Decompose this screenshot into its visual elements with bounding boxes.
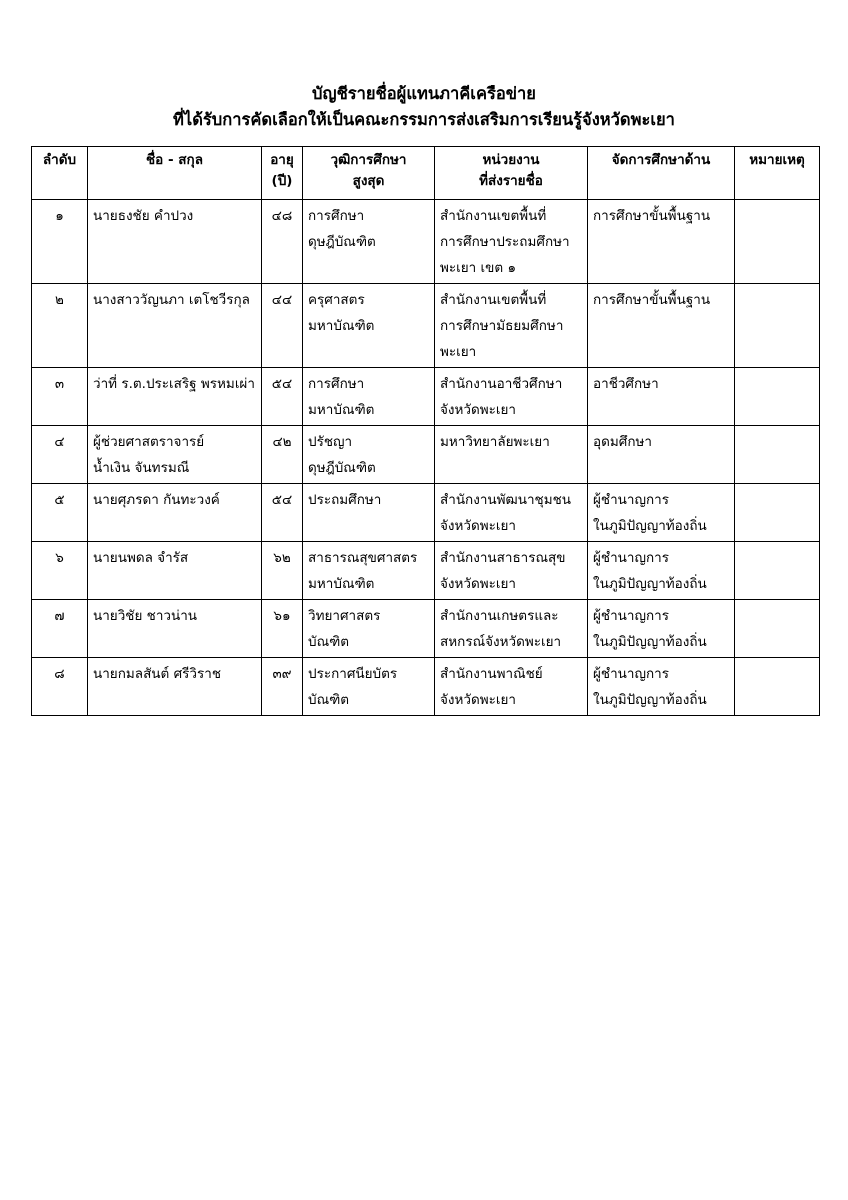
cell-name (88, 600, 262, 658)
cell-text-line: การศึกษา (308, 208, 365, 224)
table-row (32, 368, 820, 426)
cell-education-area (588, 542, 735, 600)
cell-education (303, 542, 435, 600)
cell-education (303, 484, 435, 542)
cell-name (88, 426, 262, 484)
cell-text-line: ผู้ชำนาญการ (593, 492, 669, 508)
cell-text-line: นายนพดล จำรัส (93, 550, 189, 566)
cell-education (303, 426, 435, 484)
cell-text-line: การศึกษาขั้นพื้นฐาน (593, 208, 711, 224)
cell-text-line: พะเยา เขต ๑ (440, 260, 517, 276)
cell-age: ๓๙ (262, 658, 303, 716)
header-education (303, 147, 435, 200)
cell-text-line: ในภูมิปัญญาท้องถิ่น (593, 692, 707, 708)
cell-order: ๕ (32, 484, 88, 542)
cell-text-line: ในภูมิปัญญาท้องถิ่น (593, 634, 707, 650)
cell-text-line: (ปี) (271, 173, 293, 189)
table-row (32, 600, 820, 658)
cell-text-line: การศึกษา (308, 376, 365, 392)
header-organization (435, 147, 588, 200)
cell-order: ๘ (32, 658, 88, 716)
cell-education-area (588, 658, 735, 716)
cell-education-area (588, 284, 735, 368)
table-row (32, 200, 820, 284)
cell-text-line: หน่วยงาน (482, 152, 540, 168)
cell-text-line: บัณฑิต (308, 692, 350, 708)
cell-name (88, 542, 262, 600)
cell-organization (435, 200, 588, 284)
cell-remark (735, 284, 820, 368)
cell-name (88, 284, 262, 368)
cell-text-line: สำนักงานอาชีวศึกษา (440, 376, 563, 392)
cell-text-line: สำนักงานเกษตรและ (440, 608, 559, 624)
cell-text-line: สหกรณ์จังหวัดพะเยา (440, 634, 562, 650)
cell-text-line: ในภูมิปัญญาท้องถิ่น (593, 518, 707, 534)
cell-age: ๔๒ (262, 426, 303, 484)
table-row (32, 426, 820, 484)
cell-remark (735, 426, 820, 484)
table-header-row (32, 147, 820, 200)
cell-text-line: อุดมศึกษา (593, 434, 652, 450)
cell-age: ๕๔ (262, 368, 303, 426)
cell-age: ๖๑ (262, 600, 303, 658)
cell-text-line: ดุษฎีบัณฑิต (308, 234, 376, 250)
cell-education (303, 200, 435, 284)
cell-text-line: มหาวิทยาลัยพะเยา (440, 434, 550, 450)
cell-text-line: สาธารณสุขศาสตร (308, 550, 418, 566)
cell-education-area (588, 600, 735, 658)
header-name (88, 147, 262, 200)
cell-text-line: ประถมศึกษา (308, 492, 382, 508)
cell-text-line: น้ำเงิน จันทรมณี (93, 460, 190, 476)
cell-text-line: วุฒิการศึกษา (330, 152, 407, 168)
cell-text-line: สูงสุด (352, 173, 385, 189)
cell-age: ๔๘ (262, 200, 303, 284)
cell-text-line: นายกมลสันต์ ศรีวิราช (93, 666, 221, 682)
cell-text-line: สำนักงานพาณิชย์ (440, 666, 543, 682)
cell-text-line: สำนักงานเขตพื้นที่ (440, 292, 547, 308)
cell-name (88, 368, 262, 426)
cell-organization (435, 284, 588, 368)
cell-text-line: จังหวัดพะเยา (440, 692, 517, 708)
cell-text-line: ประกาศนียบัตร (308, 666, 398, 682)
cell-education-area (588, 484, 735, 542)
cell-text-line: มหาบัณฑิต (308, 402, 375, 418)
cell-text-line: การศึกษามัธยมศึกษา (440, 318, 564, 334)
cell-remark (735, 484, 820, 542)
cell-text-line: มหาบัณฑิต (308, 318, 375, 334)
cell-text-line: อาชีวศึกษา (593, 376, 659, 392)
cell-name (88, 484, 262, 542)
cell-text-line: ปรัชญา (308, 434, 353, 450)
cell-age: ๔๔ (262, 284, 303, 368)
cell-text-line: ชื่อ - สกุล (146, 152, 203, 168)
cell-text-line: นายธงชัย คำปวง (93, 208, 194, 224)
cell-text-line: สำนักงานพัฒนาชุมชน (440, 492, 571, 508)
cell-education (303, 658, 435, 716)
table-row (32, 284, 820, 368)
cell-organization (435, 600, 588, 658)
cell-text-line: มหาบัณฑิต (308, 576, 375, 592)
cell-text-line: นางสาววัญนภา เตโชวีรกุล (93, 292, 250, 308)
cell-text-line: ในภูมิปัญญาท้องถิ่น (593, 576, 707, 592)
header-order (32, 147, 88, 200)
cell-text-line: นายวิชัย ชาวน่าน (93, 608, 198, 624)
table-row (32, 658, 820, 716)
cell-education (303, 600, 435, 658)
cell-text-line: ผู้ช่วยศาสตราจารย์ (93, 434, 205, 450)
cell-text-line: จังหวัดพะเยา (440, 402, 517, 418)
table-row (32, 542, 820, 600)
cell-text-line: หมายเหตุ (749, 152, 805, 168)
cell-order: ๗ (32, 600, 88, 658)
cell-organization (435, 426, 588, 484)
cell-organization (435, 542, 588, 600)
cell-remark (735, 600, 820, 658)
cell-text-line: ว่าที่ ร.ต.ประเสริฐ พรหมเผ่า (93, 376, 255, 392)
cell-text-line: ผู้ชำนาญการ (593, 666, 669, 682)
cell-remark (735, 658, 820, 716)
cell-text-line: จัดการศึกษาด้าน (611, 152, 711, 168)
cell-remark (735, 368, 820, 426)
header-age (262, 147, 303, 200)
cell-education-area (588, 200, 735, 284)
cell-remark (735, 542, 820, 600)
cell-text-line: ลำดับ (42, 152, 77, 168)
cell-order: ๒ (32, 284, 88, 368)
cell-text-line: จังหวัดพะเยา (440, 518, 517, 534)
cell-name (88, 200, 262, 284)
cell-text-line: จังหวัดพะเยา (440, 576, 517, 592)
table-row (32, 484, 820, 542)
cell-text-line: สำนักงานสาธารณสุข (440, 550, 566, 566)
document-subtitle: ที่ได้รับการคัดเลือกให้เป็นคณะกรรมการส่งเสริมการเรียนรู้จังหวัดพะเยา (173, 110, 675, 129)
cell-text-line: พะเยา (440, 344, 477, 360)
cell-education-area (588, 368, 735, 426)
cell-text-line: วิทยาศาสตร (308, 608, 381, 624)
cell-remark (735, 200, 820, 284)
cell-text-line: ผู้ชำนาญการ (593, 608, 669, 624)
cell-text-line: อายุ (270, 152, 294, 168)
cell-organization (435, 658, 588, 716)
cell-text-line: ที่ส่งรายชื่อ (479, 173, 543, 189)
cell-order: ๑ (32, 200, 88, 284)
committee-table (31, 146, 820, 716)
cell-text-line: ผู้ชำนาญการ (593, 550, 669, 566)
cell-education (303, 368, 435, 426)
cell-text-line: การศึกษาประถมศึกษา (440, 234, 570, 250)
cell-text-line: สำนักงานเขตพื้นที่ (440, 208, 547, 224)
header-education-area (588, 147, 735, 200)
cell-organization (435, 484, 588, 542)
cell-text-line: ดุษฎีบัณฑิต (308, 460, 376, 476)
cell-order: ๔ (32, 426, 88, 484)
cell-name (88, 658, 262, 716)
cell-age: ๕๔ (262, 484, 303, 542)
header-remark (735, 147, 820, 200)
cell-text-line: การศึกษาขั้นพื้นฐาน (593, 292, 711, 308)
cell-text-line: ครุศาสตร (308, 292, 365, 308)
cell-education-area (588, 426, 735, 484)
document-title: บัญชีรายชื่อผู้แทนภาคีเครือข่าย (312, 84, 536, 103)
cell-education (303, 284, 435, 368)
cell-order: ๖ (32, 542, 88, 600)
cell-age: ๖๒ (262, 542, 303, 600)
cell-text-line: บัณฑิต (308, 634, 350, 650)
cell-order: ๓ (32, 368, 88, 426)
cell-text-line: นายศุภรดา กันทะวงค์ (93, 492, 220, 508)
cell-organization (435, 368, 588, 426)
